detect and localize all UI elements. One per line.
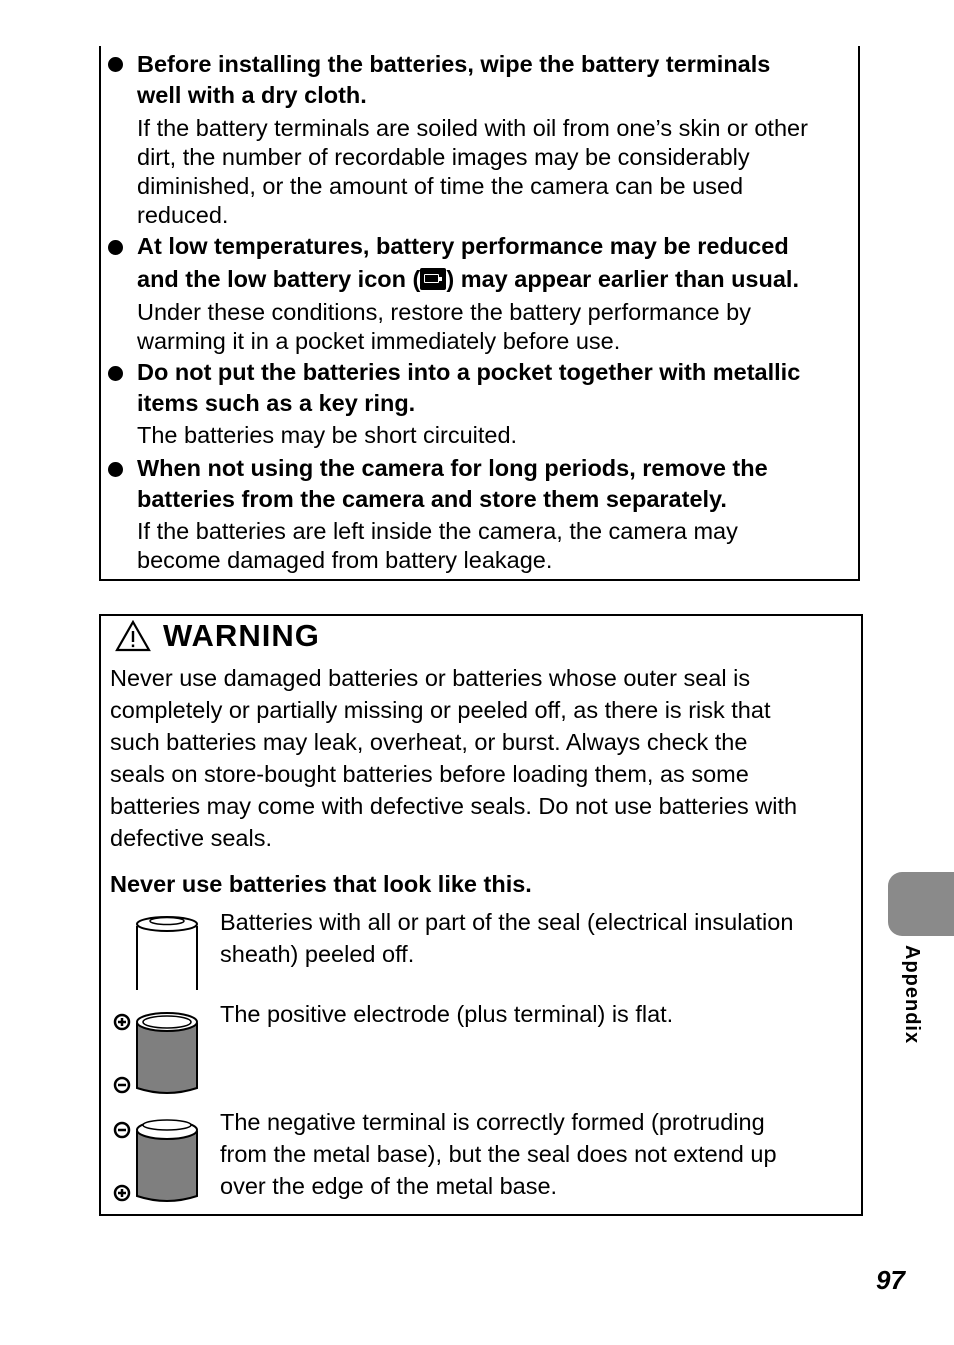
- warning-triangle-icon: [115, 620, 151, 652]
- warning-heading: [115, 616, 320, 656]
- caution-heading: Do not put the batteries into a pocket together with metallic items such as a key ring.: [137, 359, 801, 416]
- warning-title: WARNING: [163, 618, 320, 653]
- caution-body: Under these conditions, restore the battery performance by warming it in a pocket immediately before use.: [137, 299, 751, 354]
- bullet-dot-icon: [108, 240, 123, 255]
- caution-heading: When not using the camera for long periods, remove the batteries from the camera and store them separately.: [137, 455, 768, 512]
- section-tab: [888, 872, 954, 936]
- caution-heading: At low temperatures, battery performance may be reduced and the low battery icon ( ) may appear earlier than usual.: [137, 233, 799, 292]
- bullet-dot-icon: [108, 57, 123, 72]
- warning-subheading: Never use batteries that look like this.: [110, 871, 532, 897]
- warning-paragraph: Never use damaged batteries or batteries whose outer seal is completely or partially missing or peeled off, as there is risk that such batteries may leak, overheat, or burst. Always check the seals on store-bought batteries before loading them, as some batteries may come with defective seals. Do not use batteries with defective seals.: [110, 665, 798, 851]
- peeled-seal-battery-icon: [131, 914, 201, 994]
- section-label: Appendix: [901, 945, 923, 1045]
- caution-body: If the batteries are left inside the camera, the camera may become damaged from battery leakage.: [137, 518, 738, 573]
- caution-body: If the battery terminals are soiled with oil from one’s skin or other dirt, the number of recordable images may be considerably diminished, or the amount of time the camera can be used reduced.: [137, 115, 808, 228]
- warning-box: [99, 614, 863, 1216]
- page-number: 97: [876, 1265, 905, 1295]
- low-battery-icon: [420, 268, 446, 290]
- caution-body: The batteries may be short circuited.: [137, 422, 518, 448]
- short-seal-battery-icon: [113, 1116, 203, 1208]
- example-description: The positive electrode (plus terminal) is flat.: [220, 1001, 674, 1027]
- example-description: The negative terminal is correctly formed (protruding from the metal base), but the seal does not extend up over the edge of the metal base.: [220, 1109, 777, 1199]
- example-description: Batteries with all or part of the seal (electrical insulation sheath) peeled off.: [220, 909, 794, 967]
- caution-heading: Before installing the batteries, wipe the battery terminals well with a dry cloth.: [137, 51, 771, 108]
- flat-positive-battery-icon: [113, 1010, 203, 1102]
- bullet-dot-icon: [108, 366, 123, 381]
- caution-box: [99, 46, 860, 581]
- bullet-dot-icon: [108, 462, 123, 477]
